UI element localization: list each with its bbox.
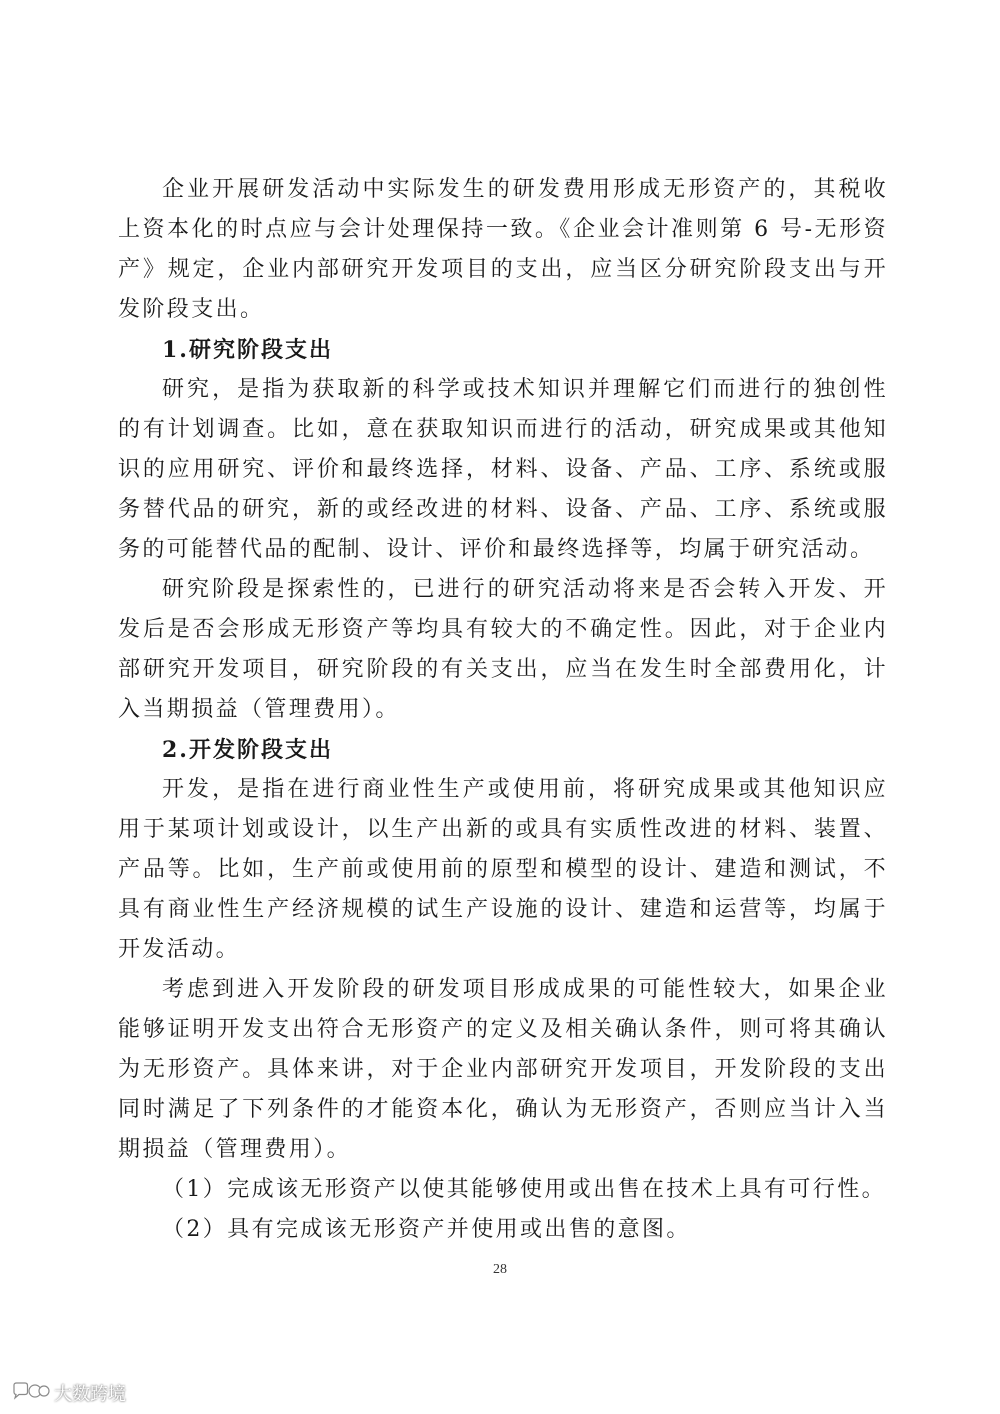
page-number: 28 xyxy=(493,1262,507,1277)
list-item: （2）具有完成该无形资产并使用或出售的意图。 xyxy=(162,1217,691,1242)
paragraph: 研究，是指为获取新的科学或技术知识并理解它们而进行的独创性的有计划调查。比如，意在获取知识而进行的活动，研究成果或其他知识的应用研究、评价和最终选择，材料、设备、产品、工序、系统或服务替代品的研究，新的或经改进的材料、设备、产品、工序、系统或服务的可能替代品的配制、设计、评价和最终选择等，均属于研究活动。 xyxy=(118,377,888,562)
section-heading: 1.研究阶段支出 xyxy=(162,337,333,363)
section-heading: 2.开发阶段支出 xyxy=(162,737,333,763)
paragraph: 企业开展研发活动中实际发生的研发费用形成无形资产的，其税收上资本化的时点应与会计处理保持一致。《企业会计准则第 6 号-无形资产》规定，企业内部研究开发项目的支出，应当区分研究阶段支出与开发阶段支出。 xyxy=(118,177,888,322)
document-body xyxy=(118,170,888,1250)
chat-bubble-icon xyxy=(10,1382,50,1404)
paragraph: 开发，是指在进行商业性生产或使用前，将研究成果或其他知识应用于某项计划或设计，以生产出新的或具有实质性改进的材料、装置、产品等。比如，生产前或使用前的原型和模型的设计、建造和测试，不具有商业性生产经济规模的试生产设施的设计、建造和运营等，均属于开发活动。 xyxy=(118,777,888,962)
watermark xyxy=(10,1380,126,1406)
watermark-text: 大数跨境 xyxy=(54,1384,126,1405)
paragraph: 研究阶段是探索性的，已进行的研究活动将来是否会转入开发、开发后是否会形成无形资产等均具有较大的不确定性。因此，对于企业内部研究开发项目，研究阶段的有关支出，应当在发生时全部费用化，计入当期损益（管理费用）。 xyxy=(118,577,888,722)
paragraph: 考虑到进入开发阶段的研发项目形成成果的可能性较大，如果企业能够证明开发支出符合无形资产的定义及相关确认条件，则可将其确认为无形资产。具体来讲，对于企业内部研究开发项目，开发阶段的支出同时满足了下列条件的才能资本化，确认为无形资产，否则应当计入当期损益（管理费用）。 xyxy=(118,977,888,1162)
list-item: （1）完成该无形资产以使其能够使用或出售在技术上具有可行性。 xyxy=(162,1177,886,1202)
